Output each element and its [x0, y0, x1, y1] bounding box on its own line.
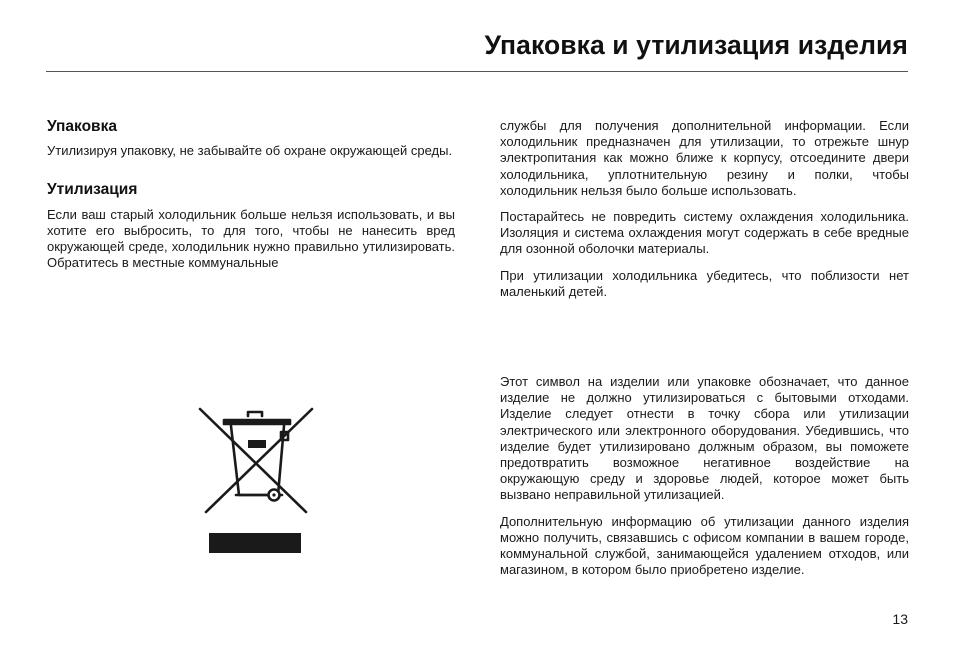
- left-column: [47, 119, 455, 271]
- disposal-text: Если ваш старый холодильник больше нельзя использовать, и вы хотите его выбросить, то для того, чтобы не нанесить вред окружающей среде, холодильник нужно правильно утилизировать. Обратитесь в местные коммунальные: [47, 206, 455, 271]
- right-column-top: [500, 118, 909, 300]
- disposal-heading: Утилизация: [47, 181, 138, 199]
- cooling-system-paragraph: Постарайтесь не повредить систему охлаждения холодильника. Изоляция и система охлаждения могут содержать в себе вредные для озонной оболочки материалы.: [500, 209, 909, 257]
- disposal-continued-paragraph: службы для получения дополнительной информации. Если холодильник предназначен для утилизации, то отрежьте шнур электропитания как можно ближе к корпусу, отсоедините двери холодильника, уплотнительную резину и полки, чтобы холодильник нельзя было больше использовать.: [500, 118, 909, 198]
- children-safety-paragraph: При утилизации холодильника убедитесь, что поблизости нет маленький детей.: [500, 267, 909, 299]
- packaging-text: Утилизируя упаковку, не забывайте об охране окружающей среды.: [47, 143, 453, 159]
- crossed-out-wheelie-bin-icon: [196, 405, 316, 557]
- right-column-bottom: [500, 374, 909, 578]
- weee-info-paragraph: Дополнительную информацию об утилизации данного изделия можно получить, связавшись с офисом компании в вашем городе, коммунальной службой, занимающейся удалением отходов, или магазином, в котором было приобретено изделие.: [500, 513, 909, 578]
- header-divider: [46, 71, 908, 72]
- weee-symbol-paragraph: Этот символ на изделии или упаковке обозначает, что данное изделие не должно утилизироваться с бытовыми отходами. Изделие следует отнести в точку сбора или утилизации электрического или электронного оборудования. Убедившись, что изделие будет утилизировано должным образом, вы поможете предотвратить возможное негативное воздействие на окружающую среду и здоровье людей, которое может быть вызвано неправильной утилизацией.: [500, 374, 909, 503]
- page-title: Упаковка и утилизация изделия: [484, 30, 908, 60]
- packaging-heading: Упаковка: [47, 118, 117, 135]
- page-number: 13: [892, 611, 908, 627]
